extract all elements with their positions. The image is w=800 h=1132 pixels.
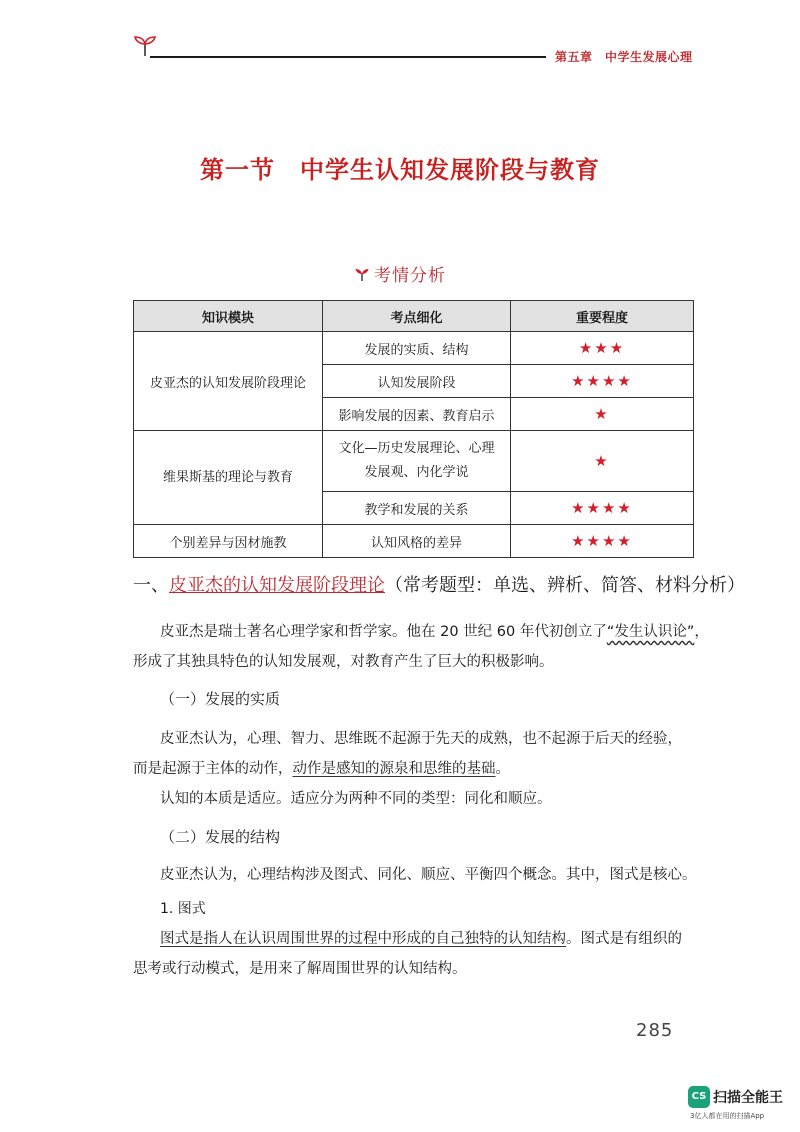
subheading-structure: （二）发展的结构 [160,828,281,846]
point-cell: 发展的实质、结构 [323,332,511,365]
heading-title: 皮亚杰的认知发展阶段理论 [169,575,385,596]
point-line: 文化—历史发展理论、心理 [338,441,495,456]
point-line: 发展观、内化学说 [364,465,469,480]
scanner-watermark [688,1086,783,1108]
section-title: 第一节 中学生认知发展阶段与教育 [200,156,600,184]
importance-stars: ★★★ [511,332,694,365]
importance-stars: ★ [511,431,694,492]
point-cell [323,431,511,492]
analysis-heading [0,261,800,286]
paragraph-line [160,924,682,954]
paragraph-line: 形成了其独具特色的认知发展观，对教育产生了巨大的积极影响。 [133,654,554,670]
paragraph-line: 皮亚杰认为，心理、智力、思维既不起源于先天的成熟，也不起源于后天的经验， [160,731,682,747]
heading-piaget [133,571,745,597]
genetic-epistemology-term: “发生认识论” [606,624,695,640]
item-schema-label: 1. 图式 [160,901,206,917]
module-cell: 维果斯基的理论与教育 [134,431,323,525]
module-cell: 个别差异与因材施教 [134,525,323,558]
camscanner-logo-icon: CS [688,1086,710,1108]
col-header-importance: 重要程度 [511,301,694,332]
heading-suffix: （常考题型：单选、辨析、简答、材料分析） [385,575,745,596]
paragraph-line: 认知的本质是适应。适应分为两种不同的类型：同化和顺应。 [160,791,552,807]
col-header-module: 知识模块 [134,301,323,332]
header-rule [150,56,546,58]
text-run: 。 [495,761,510,777]
page-number: 285 [636,1020,674,1041]
paragraph-line: 思考或行动模式，是用来了解周围世界的认知结构。 [133,961,467,977]
text-run: ， [694,624,709,640]
paragraph-line [160,617,709,647]
table-row [134,431,694,492]
subheading-essence: （一）发展的实质 [160,690,281,708]
watermark-name: 扫描全能王 [713,1090,783,1106]
underlined-key-point: 动作是感知的源泉和思维的基础 [292,761,496,777]
chapter-header: 第五章 中学生发展心理 [555,50,693,64]
analysis-title: 考情分析 [374,266,446,286]
point-cell: 认知发展阶段 [323,365,511,398]
importance-stars: ★★★★ [511,365,694,398]
table-row [134,332,694,365]
table-header-row [134,301,694,332]
point-cell: 教学和发展的关系 [323,492,511,525]
paragraph-line [133,754,510,784]
exam-analysis-table [133,300,694,558]
text-run: 。图式是有组织的 [566,931,682,947]
heading-prefix: 一、 [133,575,169,596]
table-row [134,525,694,558]
module-cell: 皮亚杰的认知发展阶段理论 [134,332,323,431]
col-header-point: 考点细化 [323,301,511,332]
point-cell: 认知风格的差异 [323,525,511,558]
importance-stars: ★★★★ [511,492,694,525]
importance-stars: ★ [511,398,694,431]
leaf-icon [354,266,370,282]
text-run: 而是起源于主体的动作， [133,761,293,777]
text-run: 皮亚杰是瑞士著名心理学家和哲学家。他在 20 世纪 60 年代初创立了 [160,624,607,640]
underlined-definition: 图式是指人在认识周围世界的过程中形成的自己独特的认知结构 [160,931,566,947]
paragraph-line: 皮亚杰认为，心理结构涉及图式、同化、顺应、平衡四个概念。其中，图式是核心。 [160,867,697,883]
watermark-tagline: 3亿人都在用的扫描App [690,1112,765,1120]
sprout-icon [132,34,158,58]
importance-stars: ★★★★ [511,525,694,558]
point-cell: 影响发展的因素、教育启示 [323,398,511,431]
